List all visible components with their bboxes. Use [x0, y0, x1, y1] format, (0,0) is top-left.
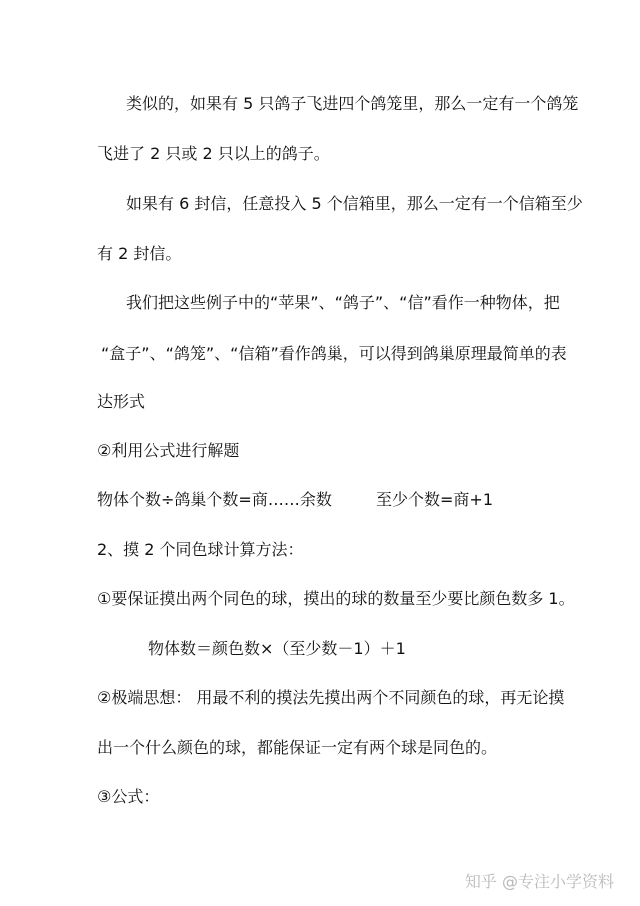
section-heading: 2、摸 2 个同色球计算方法：: [97, 540, 304, 559]
paragraph-line: 达形式: [97, 392, 146, 411]
paragraph-line: 飞进了 2 只或 2 只以上的鸽子。: [97, 144, 330, 163]
section-heading: ②利用公式进行解题: [97, 441, 240, 460]
paragraph-line: 我们把这些例子中的“苹果”、“鸽子”、“信”看作一种物体，把: [126, 293, 560, 312]
paragraph-line: ②极端思想： 用最不利的摸法先摸出两个不同颜色的球，再无论摸: [97, 688, 565, 707]
section-heading: ③公式：: [97, 787, 160, 806]
paragraph-line: 类似的，如果有 5 只鸽子飞进四个鸽笼里，那么一定有一个鸽笼: [126, 94, 579, 113]
formula-text: 物体个数÷鸽巢个数=商……余数: [97, 490, 332, 509]
paragraph-line: ①要保证摸出两个同色的球，摸出的球的数量至少要比颜色数多 1。: [97, 589, 575, 608]
paragraph-line: 出一个什么颜色的球，都能保证一定有两个球是同色的。: [97, 738, 498, 757]
paragraph-line: 有 2 封信。: [97, 244, 182, 263]
watermark-text: 知乎 @专注小学资料: [464, 872, 614, 891]
formula-text: 至少个数=商+1: [376, 490, 493, 509]
paragraph-line: “盒子”、“鸽笼”、“信箱”看作鸽巢，可以得到鸽巢原理最简单的表: [101, 344, 567, 363]
formula-text: 物体数＝颜色数×（至少数－1）＋1: [148, 639, 406, 658]
paragraph-line: 如果有 6 封信，任意投入 5 个信箱里，那么一定有一个信箱至少: [126, 194, 583, 213]
